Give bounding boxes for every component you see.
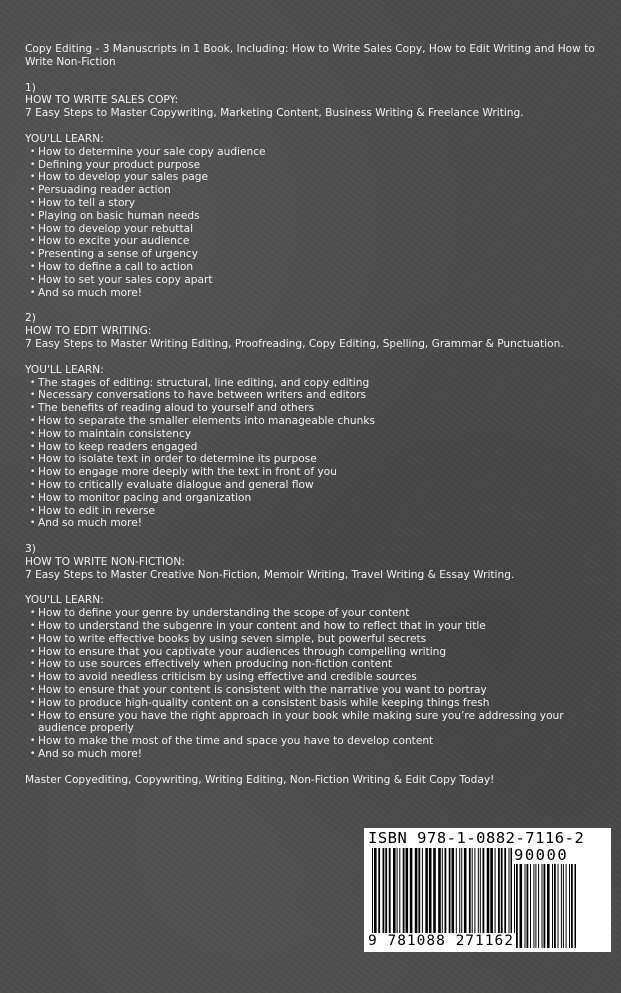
- list-item: • How to avoid needless criticism by using effective and credible sources: [33, 671, 595, 684]
- list-item: • How to define your genre by understanding the scope of your content: [33, 607, 595, 620]
- barcode-bar: [374, 848, 377, 942]
- list-item: • How to excite your audience: [33, 235, 595, 248]
- barcode-bars: [372, 848, 512, 942]
- barcode-digits: 9 781088 271162: [368, 933, 514, 949]
- list-item: • How to ensure that your content is consistent with the narrative you want to portray: [33, 684, 595, 697]
- barcode-bar: [410, 848, 413, 942]
- barcode-bar: [372, 848, 373, 942]
- list-item: • How to engage more deeply with the text in front of you: [33, 466, 595, 479]
- learn-list: [25, 607, 595, 761]
- barcode-bar: [449, 848, 451, 942]
- isbn-label: ISBN 978-1-0882-7116-2: [368, 829, 585, 847]
- section-subtitle: 7 Easy Steps to Master Copywriting, Marketing Content, Business Writing & Freelance Writing.: [25, 107, 524, 120]
- list-item: • Persuading reader action: [33, 184, 595, 197]
- list-item: • How to determine your sale copy audience: [33, 146, 595, 159]
- barcode-bar: [554, 864, 556, 948]
- barcode-bar: [480, 848, 481, 942]
- barcode-bar: [383, 848, 385, 942]
- section-number: 1): [25, 81, 36, 94]
- barcode-bar: [397, 848, 398, 942]
- list-item: • How to set your sales copy apart: [33, 274, 595, 287]
- list-item: • The benefits of reading aloud to yourself and others: [33, 402, 595, 415]
- barcode-bar: [569, 864, 570, 948]
- barcode-bar: [575, 864, 577, 948]
- barcode-bar: [385, 848, 387, 942]
- section-number: 2): [25, 312, 36, 325]
- barcode-bar: [393, 848, 396, 942]
- barcode-bar: [474, 848, 475, 942]
- list-item: • Necessary conversations to have between writers and editors: [33, 389, 595, 402]
- list-item: • Presenting a sense of urgency: [33, 248, 595, 261]
- list-item: • How to ensure you have the right approach in your book while making sure you’re addressing your audience properly: [33, 710, 595, 736]
- back-cover-description: [25, 43, 595, 787]
- barcode-bar: [535, 864, 536, 948]
- barcode-addon-digits: 90000: [514, 846, 569, 864]
- barcode-bar: [530, 864, 531, 948]
- section-1: [25, 82, 595, 300]
- section-number: 3): [25, 543, 36, 556]
- list-item: • How to separate the smaller elements into manageable chunks: [33, 415, 595, 428]
- barcode-bar: [461, 848, 462, 942]
- barcode-bar: [389, 848, 391, 942]
- barcode-addon-bars: [514, 864, 576, 948]
- barcode-bar: [525, 864, 526, 948]
- barcode-bar: [487, 848, 490, 942]
- section-subtitle: 7 Easy Steps to Master Creative Non-Fiction, Memoir Writing, Travel Writing & Essay Writing.: [25, 568, 515, 581]
- barcode-bar: [378, 848, 380, 942]
- barcode-bar: [469, 848, 471, 942]
- barcode-bar: [399, 848, 400, 942]
- section-2: [25, 312, 595, 530]
- learn-label: YOU'LL LEARN:: [25, 594, 104, 607]
- section-header: [25, 82, 595, 120]
- barcode-bar: [504, 848, 506, 942]
- list-item: • And so much more!: [33, 517, 595, 530]
- section-heading: HOW TO WRITE SALES COPY:: [25, 94, 179, 107]
- list-item: • How to maintain consistency: [33, 428, 595, 441]
- section-header: [25, 543, 595, 581]
- barcode-bar: [495, 848, 496, 942]
- barcode-bar: [501, 848, 503, 942]
- list-item: • Defining your product purpose: [33, 159, 595, 172]
- list-item: • How to write effective books by using seven simple, but powerful secrets: [33, 633, 595, 646]
- barcode-bar: [472, 848, 473, 942]
- barcode-bar: [561, 864, 562, 948]
- barcode-bar: [571, 864, 573, 948]
- list-item: • How to define a call to action: [33, 261, 595, 274]
- barcode-bar: [520, 864, 523, 948]
- learn-label: YOU'LL LEARN:: [25, 363, 104, 376]
- list-item: • How to isolate text in order to determine its purpose: [33, 453, 595, 466]
- barcode-bar: [406, 848, 409, 942]
- list-item: • How to tell a story: [33, 197, 595, 210]
- barcode-bar: [511, 848, 513, 942]
- list-item: • How to keep readers engaged: [33, 441, 595, 454]
- section-3: [25, 543, 595, 761]
- learn-list: [25, 146, 595, 300]
- section-heading: HOW TO EDIT WRITING:: [25, 325, 152, 338]
- closing-line: Master Copyediting, Copywriting, Writing Editing, Non-Fiction Writing & Edit Copy Today!: [25, 773, 495, 786]
- barcode-bar: [516, 864, 518, 948]
- barcode-bar: [552, 864, 553, 948]
- barcode-bar: [527, 864, 529, 948]
- barcode-bar: [538, 864, 539, 948]
- list-item: • How to ensure that you captivate your audiences through compelling writing: [33, 646, 595, 659]
- list-item: • How to understand the subgenre in your content and how to reflect that in your title: [33, 620, 595, 633]
- barcode-bar: [425, 848, 428, 942]
- barcode-bar: [498, 848, 500, 942]
- learn-list: [25, 377, 595, 531]
- barcode-bar: [445, 848, 447, 942]
- list-item: • How to monitor pacing and organization: [33, 492, 595, 505]
- barcode-bar: [429, 848, 432, 942]
- list-item: • How to critically evaluate dialogue and general flow: [33, 479, 595, 492]
- barcode-bar: [452, 848, 455, 942]
- barcode-bar: [547, 864, 550, 948]
- barcode-bar: [509, 848, 510, 942]
- barcode-bar: [542, 864, 543, 948]
- sections-container: [25, 82, 595, 761]
- list-item: • How to make the most of the time and space you have to develop content: [33, 735, 595, 748]
- barcode-bar: [418, 848, 420, 942]
- list-item: • The stages of editing: structural, line editing, and copy editing: [33, 377, 595, 390]
- barcode-bar: [558, 864, 559, 948]
- learn-label: YOU'LL LEARN:: [25, 132, 104, 145]
- section-header: [25, 312, 595, 350]
- barcode-bar: [438, 848, 441, 942]
- barcode-bar: [459, 848, 460, 942]
- list-item: • How to produce high-quality content on a consistent basis while keeping things fresh: [33, 697, 595, 710]
- list-item: • How to develop your rebuttal: [33, 223, 595, 236]
- barcode-bar: [422, 848, 423, 942]
- barcode-bar: [566, 864, 567, 948]
- section-subtitle: 7 Easy Steps to Master Writing Editing, Proofreading, Copy Editing, Spelling, Grammar & Punctuation.: [25, 337, 564, 350]
- barcode-bar: [464, 848, 467, 942]
- barcode-bar: [442, 848, 443, 942]
- barcode-bar: [403, 848, 405, 942]
- barcode-bar: [563, 864, 564, 948]
- barcode-bar: [456, 848, 457, 942]
- section-heading: HOW TO WRITE NON-FICTION:: [25, 555, 185, 568]
- list-item: • How to use sources effectively when producing non-fiction content: [33, 658, 595, 671]
- barcode-bar: [483, 848, 485, 942]
- barcode-bar: [490, 848, 493, 942]
- list-item: • How to edit in reverse: [33, 505, 595, 518]
- list-item: • How to develop your sales page: [33, 171, 595, 184]
- book-title: Copy Editing - 3 Manuscripts in 1 Book, Including: How to Write Sales Copy, How to Edit Writing and How to Write Non-Fiction: [25, 43, 595, 68]
- list-item: • And so much more!: [33, 287, 595, 300]
- barcode-bar: [415, 848, 418, 942]
- barcode-bar: [478, 848, 479, 942]
- barcode-bar: [433, 848, 436, 942]
- list-item: • And so much more!: [33, 748, 595, 761]
- barcode-bar: [533, 864, 534, 948]
- barcode-bar: [544, 864, 546, 948]
- list-item: • Playing on basic human needs: [33, 210, 595, 223]
- isbn-barcode: [364, 828, 611, 952]
